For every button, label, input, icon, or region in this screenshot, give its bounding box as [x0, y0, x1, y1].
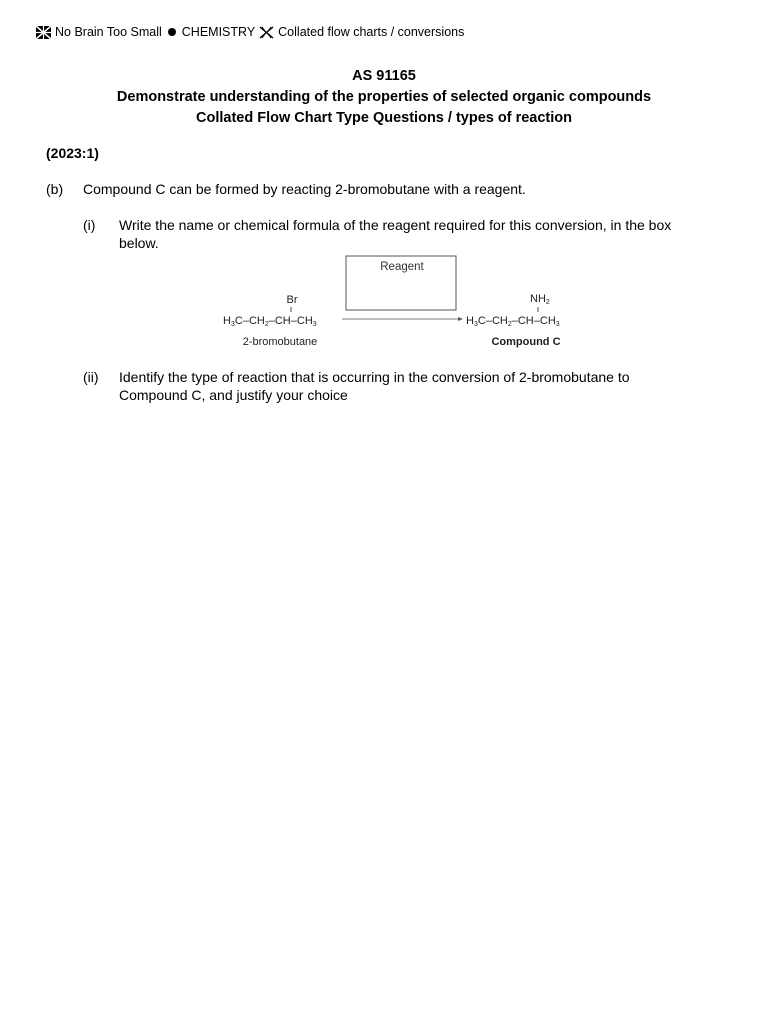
question-reference: (2023:1) [46, 145, 99, 161]
reaction-diagram [200, 252, 600, 352]
reagent-label: Reagent [380, 261, 424, 273]
section-title: Collated Flow Chart Type Questions / types of reaction [196, 110, 572, 126]
flag-logo-icon [36, 26, 51, 39]
title-block [0, 66, 768, 129]
bullet-icon [168, 28, 176, 36]
reactant-name: 2-bromobutane [242, 336, 318, 348]
arrow-head-icon [458, 317, 463, 321]
part-b-label: (b) [46, 181, 64, 197]
reactant-bromine-label: Br [286, 294, 298, 306]
sub-ii-text-line2: Compound C, and justify your choice [119, 387, 348, 403]
header-subject: CHEMISTRY [181, 25, 256, 39]
reactant-formula: H3C–CH2–CH–CH3 [223, 315, 317, 328]
header-topic: Collated flow charts / conversions [278, 25, 465, 39]
product-amine-label: NH2 [530, 293, 550, 306]
sub-ii-text-line1: Identify the type of reaction that is occurring in the conversion of 2-bromobutane to [119, 369, 630, 385]
sub-ii-label: (ii) [83, 369, 99, 385]
sub-i-text-line1: Write the name or chemical formula of the reagent required for this conversion, in the box [119, 217, 672, 233]
standard-title: AS 91165 [352, 68, 416, 84]
part-b-text: Compound C can be formed by reacting 2-bromobutane with a reagent. [83, 181, 526, 197]
fern-logo-icon [259, 26, 274, 39]
header-site: No Brain Too Small [55, 25, 162, 39]
standard-description: Demonstrate understanding of the properties of selected organic compounds [116, 89, 652, 105]
product-name: Compound C [491, 336, 561, 348]
sub-i-label: (i) [83, 217, 96, 233]
sub-i-text-line2: below. [119, 235, 159, 251]
page-header [36, 25, 464, 39]
product-formula: H3C–CH2–CH–CH3 [466, 315, 560, 328]
